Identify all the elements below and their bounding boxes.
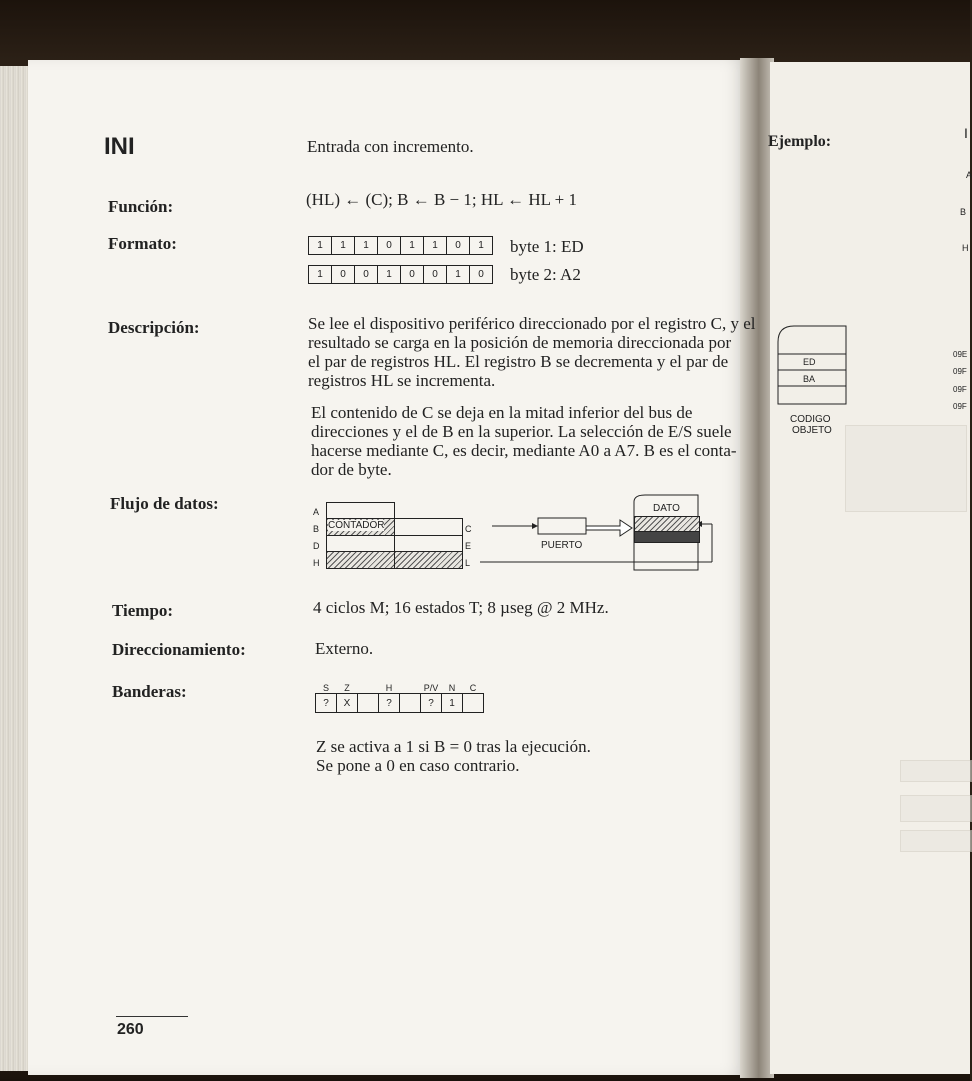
descripcion-line-8: dor de byte. xyxy=(311,460,392,479)
opcode-bit: 0 xyxy=(401,266,424,284)
reg-a: A xyxy=(313,507,320,517)
memory-data-cell xyxy=(634,516,700,532)
flag-value: X xyxy=(337,694,358,713)
descripcion-line-5: El contenido de C se deja en la mitad inferior del bus de xyxy=(311,403,693,422)
descripcion-line-2: resultado se carga en la posición de memoria direccionada por xyxy=(308,333,732,352)
objeto-label: OBJETO xyxy=(792,425,832,436)
edge-char: H xyxy=(962,243,969,253)
opcode-bit: 1 xyxy=(378,266,401,284)
register-labels-left xyxy=(313,504,320,572)
banderas-note-1: Z se activa a 1 si B = 0 tras la ejecución. xyxy=(316,737,591,756)
footer-rule xyxy=(116,1016,188,1017)
label-funcion: Función: xyxy=(108,197,174,216)
opcode-bit: 1 xyxy=(401,237,424,255)
address-4: 09F xyxy=(953,402,967,411)
flag-value: ? xyxy=(316,694,337,713)
opcode-bit: 1 xyxy=(447,266,470,284)
flag-value: 1 xyxy=(442,694,463,713)
flag-value xyxy=(358,694,379,713)
opcode-bit: 0 xyxy=(470,266,493,284)
descripcion-line-6: direcciones y el de B en la superior. La selección de E/S suele xyxy=(311,422,732,441)
byte-1-label: byte 1: ED xyxy=(510,237,584,256)
flag-name: H xyxy=(385,683,393,693)
reg-c: C xyxy=(465,524,472,534)
flag-name xyxy=(400,683,421,694)
opcode-bit: 1 xyxy=(309,266,332,284)
banderas-note-2: Se pone a 0 en caso contrario. xyxy=(316,756,520,775)
direccionamiento-text: Externo. xyxy=(315,639,374,658)
bleed-through-box xyxy=(900,760,972,782)
flag-value xyxy=(400,694,421,713)
flag-value: ? xyxy=(379,694,400,713)
address-2: 09F xyxy=(953,367,967,376)
register-c-cell xyxy=(394,518,463,536)
label-flujo: Flujo de datos: xyxy=(110,494,219,513)
ejemplo-label: Ejemplo: xyxy=(768,133,832,150)
opcode-bit: 1 xyxy=(355,237,378,255)
address-3: 09F xyxy=(953,385,967,394)
flag-name xyxy=(358,683,379,694)
edge-char: I xyxy=(964,125,968,141)
instruction-title: Entrada con incremento. xyxy=(307,137,474,156)
contador-label: CONTADOR xyxy=(328,520,385,531)
register-h-cell xyxy=(326,551,395,569)
book-gutter xyxy=(740,58,774,1078)
opcode-bit: 0 xyxy=(424,266,447,284)
reg-d: D xyxy=(313,541,320,551)
descripcion-line-4: registros HL se incrementa. xyxy=(308,371,496,390)
descripcion-line-7: hacerse mediante C, es decir, mediante A0 a A7. B es el conta- xyxy=(311,441,737,460)
puerto-label: PUERTO xyxy=(541,540,583,551)
register-e-cell xyxy=(394,535,463,552)
right-page xyxy=(770,62,970,1074)
reg-l: L xyxy=(465,558,471,568)
page-number: 260 xyxy=(117,1021,144,1038)
register-d-cell xyxy=(326,535,395,552)
opcode-bit: 0 xyxy=(447,237,470,255)
descripcion-line-3: el par de registros HL. El registro B se decrementa y el par de xyxy=(308,352,729,371)
edge-char: B xyxy=(960,207,967,217)
byte-2-label: byte 2: A2 xyxy=(510,265,581,284)
flag-name: P/V xyxy=(423,683,439,693)
opcode-bit: 1 xyxy=(309,237,332,255)
label-tiempo: Tiempo: xyxy=(112,601,174,620)
reg-h: H xyxy=(313,558,320,568)
bleed-through-box xyxy=(900,795,972,822)
opcode-bit: 0 xyxy=(332,266,355,284)
opcode-byte-2 xyxy=(308,265,493,284)
mnemonic-heading: INI xyxy=(104,133,135,160)
bleed-through-box xyxy=(845,425,967,512)
memory-block-diagram xyxy=(774,322,854,412)
reg-e: E xyxy=(465,541,472,551)
opcode-bit: 1 xyxy=(332,237,355,255)
register-a-cell xyxy=(326,502,395,519)
opcode-byte-1 xyxy=(308,236,493,255)
label-formato: Formato: xyxy=(108,234,177,253)
opcode-bit: 1 xyxy=(424,237,447,255)
flags-register xyxy=(315,683,484,713)
reg-b: B xyxy=(313,524,320,534)
opcode-bit: 0 xyxy=(378,237,401,255)
edge-char: A xyxy=(966,170,972,180)
mem-value-ed: ED xyxy=(803,357,816,367)
flag-value xyxy=(463,694,484,713)
label-descripcion: Descripción: xyxy=(108,318,200,337)
flag-name: S xyxy=(322,683,329,693)
label-banderas: Banderas: xyxy=(112,682,187,701)
opcode-bit: 1 xyxy=(470,237,493,255)
descripcion-line-1: Se lee el dispositivo periférico direccionado por el registro C, y el xyxy=(308,314,756,333)
tiempo-text: 4 ciclos M; 16 estados T; 8 µseg @ 2 MHz. xyxy=(313,598,609,617)
address-1: 09E xyxy=(953,350,968,359)
register-l-cell xyxy=(394,551,463,569)
flag-name: C xyxy=(469,683,477,693)
opcode-bit: 0 xyxy=(355,266,378,284)
label-direccionamiento: Direccionamiento: xyxy=(112,640,246,659)
bleed-through-box xyxy=(900,830,972,852)
memory-next-cell xyxy=(634,531,700,543)
codigo-label: CODIGO xyxy=(790,414,831,425)
flag-value: ? xyxy=(421,694,442,713)
flag-name: N xyxy=(448,683,456,693)
flag-name: Z xyxy=(344,683,350,693)
funcion-text: (HL) ← (C); B ← B − 1; HL ← HL + 1 xyxy=(306,190,578,209)
mem-value-ba: BA xyxy=(803,374,816,384)
dato-label: DATO xyxy=(653,503,680,514)
